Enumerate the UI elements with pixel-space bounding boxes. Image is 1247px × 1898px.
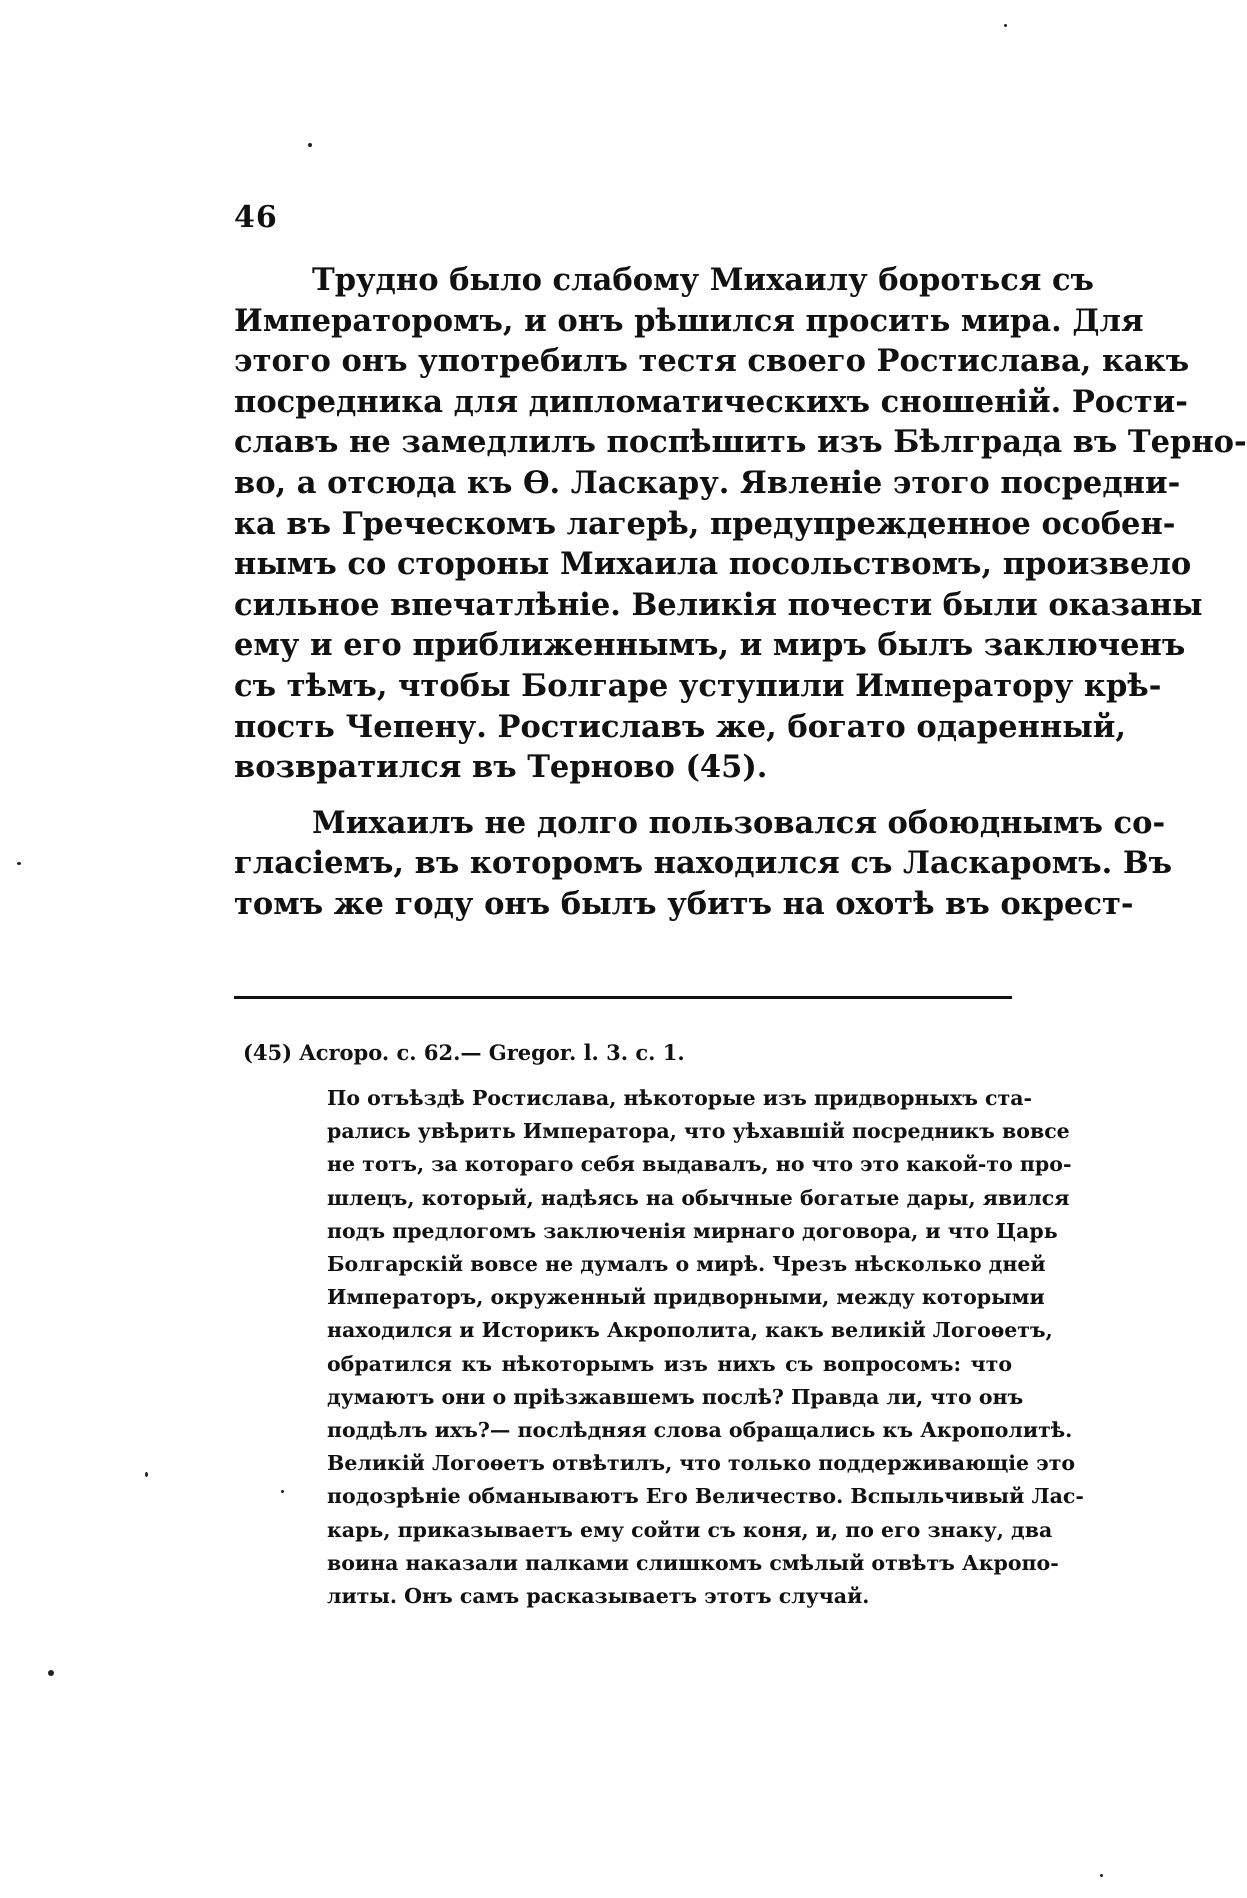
footnote-line: По отъѣздѣ Ростислава, нѣкоторые изъ придворныхъ ста- xyxy=(327,1086,1033,1110)
scan-speck xyxy=(1004,24,1007,27)
scan-speck xyxy=(1100,1874,1103,1877)
footnote-line: подъ предлогомъ заключенія мирнаго договора, и что Царь xyxy=(327,1218,1058,1243)
footnote-line: рались увѣрить Императора, что уѣхавшій посредникъ вовсе xyxy=(327,1119,1070,1144)
page-number: 46 xyxy=(234,200,278,235)
footnote-line: карь, приказываетъ ему сойти съ коня, и, по его знаку, два xyxy=(327,1517,1053,1542)
footnote-line: Императоръ, окруженный придворными, между которыми xyxy=(327,1285,1045,1310)
scan-speck xyxy=(48,1670,54,1676)
text-line: гласіемъ, въ которомъ находился съ Ласкаромъ. Въ xyxy=(234,845,1173,882)
text-line: ему и его приближеннымъ, и миръ былъ заключенъ xyxy=(234,627,1186,664)
text-line: возвратился въ Терново (45). xyxy=(234,749,768,786)
text-line: посредника для дипломатическихъ сношеній. Рости- xyxy=(234,383,1188,420)
text-line: нымъ со стороны Михаила посольствомъ, произвело xyxy=(234,546,1192,583)
text-line: ка въ Греческомъ лагерѣ, предупрежденное особен- xyxy=(234,505,1176,542)
scan-speck xyxy=(17,862,21,865)
text-line: сильное впечатлѣніе. Великія почести были оказаны xyxy=(234,586,1203,623)
text-line: славъ не замедлилъ поспѣшить изъ Бѣлграда въ Терно- xyxy=(234,424,1247,461)
text-line: Михаилъ не долго пользовался обоюднымъ со- xyxy=(312,804,1166,841)
footnote-line: Болгарскій вовсе не думалъ о мирѣ. Чрезъ нѣсколько дней xyxy=(327,1252,1046,1277)
footnote-line: воина наказали палками слишкомъ смѣлый отвѣтъ Акропо- xyxy=(327,1550,1059,1575)
text-line: Императоромъ, и онъ рѣшился просить мира. Для xyxy=(234,302,1144,339)
footnote-line: обратился къ нѣкоторымъ изъ нихъ съ вопросомъ: что xyxy=(327,1351,1012,1376)
footnote-line: шлецъ, который, надѣясь на обычные богатые дары, явился xyxy=(327,1185,1070,1210)
text-line: пость Чепену. Ростиславъ же, богато одаренный, xyxy=(234,708,1127,745)
text-line: во, а отсюда къ Ѳ. Ласкару. Явленіе этого посредни- xyxy=(234,464,1181,501)
text-line: съ тѣмъ, чтобы Болгаре уступили Императору крѣ- xyxy=(234,667,1162,704)
footnote-text xyxy=(327,1082,1084,1613)
footnote-line: Великій Логоѳетъ отвѣтилъ, что только поддерживающіе это xyxy=(327,1451,1076,1476)
scan-speck xyxy=(281,1490,284,1493)
footnote-line: литы. Онъ самъ расказываетъ этотъ случай. xyxy=(327,1584,870,1609)
footnote-line: находился и Историкъ Акрополита, какъ великій Логоѳетъ, xyxy=(327,1318,1053,1343)
paragraph-gap xyxy=(234,788,1012,803)
paragraph-1 xyxy=(234,260,1247,788)
footnote-line: думаютъ они о пріѣзжавшемъ послѣ? Правда ли, что онъ xyxy=(327,1384,1024,1409)
footnote-divider xyxy=(234,996,1012,999)
text-line: томъ же году онъ былъ убитъ на охотѣ въ окрест- xyxy=(234,885,1134,922)
main-text xyxy=(234,260,1247,925)
paragraph-2 xyxy=(234,803,1173,925)
footnote-line: не тотъ, за котораго себя выдавалъ, но что это какой-то про- xyxy=(327,1152,1072,1177)
footnote-line: подозрѣніе обманываютъ Его Величество. Вспыльчивый Лас- xyxy=(327,1484,1084,1509)
footnote-line: поддѣлъ ихъ?— послѣдняя слова обращались къ Акрополитѣ. xyxy=(327,1418,1073,1443)
scan-speck xyxy=(145,1472,148,1477)
footnote-header: (45) Acropo. c. 62.— Gregor. l. 3. c. 1. xyxy=(243,1040,685,1065)
scan-speck xyxy=(308,143,312,147)
text-line: Трудно было слабому Михаилу бороться съ xyxy=(312,262,1094,298)
text-line: этого онъ употребилъ тестя своего Ростислава, какъ xyxy=(234,343,1190,380)
